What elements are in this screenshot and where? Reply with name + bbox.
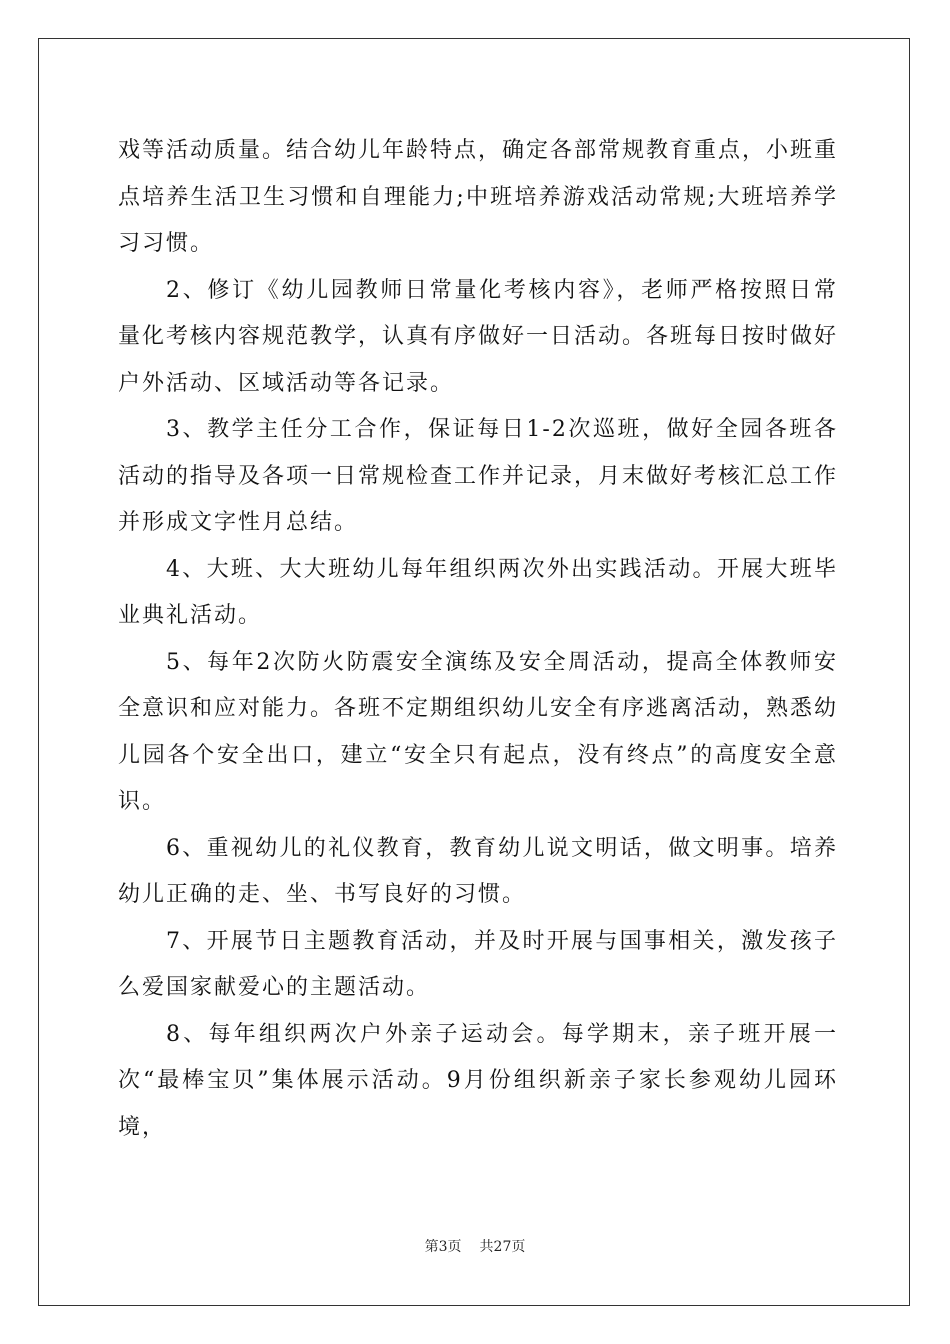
paragraph-2: 2、修订《幼儿园教师日常量化考核内容》，老师严格按照日常量化考核内容规范教学，认真有序做好一日活动。各班每日按时做好户外活动、区域活动等各记录。 xyxy=(118,277,839,396)
paragraph-1: 戏等活动质量。结合幼儿年龄特点，确定各部常规教育重点，小班重点培养生活卫生习惯和自理能力;中班培养游戏活动常规;大班培养学习习惯。 xyxy=(118,138,839,256)
page-footer xyxy=(0,1236,950,1256)
paragraph-5: 5、每年2次防火防震安全演练及安全周活动，提高全体教师安全意识和应对能力。各班不定期组织幼儿安全有序逃离活动，熟悉幼儿园各个安全出口，建立“安全只有起点，没有终点”的高度安全意识。 xyxy=(118,649,839,814)
page-total: 共27页 xyxy=(479,1239,526,1255)
paragraph-8: 8、每年组织两次户外亲子运动会。每学期末，亲子班开展一次“最棒宝贝”集体展示活动。9月份组织新亲子家长参观幼儿园环境， xyxy=(118,1021,838,1140)
paragraph-6: 6、重视幼儿的礼仪教育，教育幼儿说文明话，做文明事。培养幼儿正确的走、坐、书写良好的习惯。 xyxy=(118,835,838,907)
paragraph-7: 7、开展节日主题教育活动，并及时开展与国事相关，激发孩子么爱国家献爱心的主题活动。 xyxy=(118,928,838,1000)
paragraph-4: 4、大班、大大班幼儿每年组织两次外出实践活动。开展大班毕业典礼活动。 xyxy=(118,556,838,628)
page-number: 第3页 xyxy=(424,1239,462,1255)
paragraph-3: 3、教学主任分工合作，保证每日1-2次巡班，做好全园各班各活动的指导及各项一日常规检查工作并记录，月末做好考核汇总工作并形成文字性月总结。 xyxy=(118,417,839,535)
document-body xyxy=(118,128,838,1151)
